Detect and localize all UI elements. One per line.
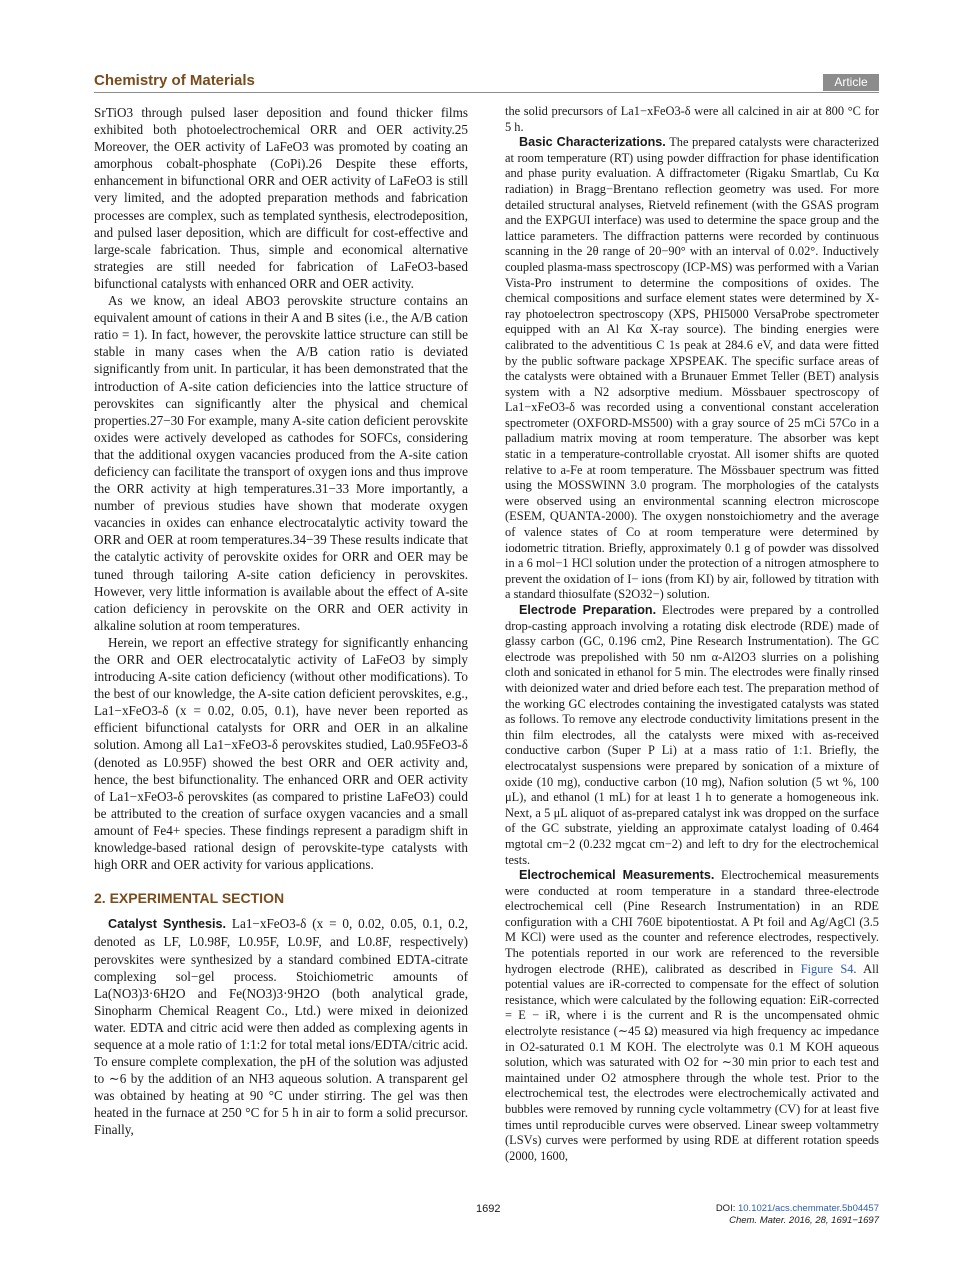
article-type-badge: Article (823, 74, 879, 91)
header-divider (94, 92, 879, 93)
subsection-heading: Catalyst Synthesis. (108, 917, 227, 932)
journal-citation: Chem. Mater. 2016, 28, 1691−1697 (729, 1215, 879, 1226)
paragraph-body: Electrodes were prepared by a controlled drop-casting approach involving a rotating disk electrode (RDE) made of glassy carbon (GC, 0.196 cm2, Pine Research Instrumentation). The GC electrode was prepolished with 50 nm α-Al2O3 slurries on a polishing cloth and sonicated in ethanol for 5 min. The electrodes were finally rinsed with deionized water and dried before each test. The preparation method of the working GC electrodes containing the investigated catalysts was stated as follows. To remove any electrode conductivity limitations present in the thin film electrodes, all the catalysts were mixed with as-received conductive carbon (Super P Li) at a mass ratio of 1:1. Briefly, the electrocatalyst suspensions were prepared by sonication of a mixture of oxide (10 mg), conductive carbon (10 mg), Nafion solution (5 wt %, 100 μL), and ethanol (1 mL) for at least 1 h to generate a homogeneous ink. Next, a 5 μL aliquot of as-prepared catalyst ink was dropped on the surface of the GC substrate, yielding an approximate catalyst loading of 0.464 mgtotal cm−2 (0.232 mgcat cm−2) and left to dry for the electrochemical tests. (505, 603, 879, 867)
paragraph: As we know, an ideal ABO3 perovskite structure contains an equivalent amount of cations in their A and B sites (i.e., the A/B cation ratio = 1). In fact, however, the perovskite lattice structure can still be stable in many cases when the A/B cation ratio is deviated significantly from unit. In particular, it has been demonstrated that the introduction of A-site cation deficiencies into the lattice structure of perovskites can significantly alter the physical and chemical properties.27−30 For example, many A-site cation deficient perovskite oxides were actively developed as cathodes for SOFCs, considering that the additional oxygen vacancies produced from the A-site cation deficiency can facilitate the transport of oxygen ions and thus improve the ORR activity at high temperatures.31−33 More importantly, a number of previous studies have shown that moderate oxygen vacancies in oxides can enhance electrocatalytic activity toward the ORR and OER at room temperatures.34−39 These results indicate that the catalytic activity of perovskite oxides for ORR and OER may be tuned through tailoring A-site cation deficiency in perovskites. However, very little information is available about the effect of A-site cation deficiency in perovskite on the ORR and OER activity in alkaline solution at room temperatures. (94, 293, 468, 633)
journal-title: Chemistry of Materials (94, 72, 255, 89)
right-column (505, 104, 879, 1164)
paragraph (94, 915, 468, 1138)
section-heading: 2. EXPERIMENTAL SECTION (94, 890, 285, 907)
subsection-heading: Basic Characterizations. (519, 135, 666, 150)
doi-link[interactable]: 10.1021/acs.chemmater.5b04457 (737, 1203, 879, 1214)
paragraph-body: Electrochemical measurements were conducted at room temperature in a standard three-electrode electrochemical cell (Pine Research Instrumentation) in an RDE configuration with a CHI 760E bipotentiostat. A Pt foil and Ag/AgCl (3.5 M KCl) were used as the counter and reference electrodes, respectively. The potentials reported in our work are referenced to the reversible hydrogen electrode (RHE), calibrated as described in (505, 868, 879, 976)
paragraph: the solid precursors of La1−xFeO3-δ were all calcined in air at 800 °C for 5 h. (505, 104, 879, 134)
left-column (94, 104, 468, 1139)
footer-citation (716, 1203, 879, 1227)
paragraph-body: The prepared catalysts were characterized at room temperature (RT) using powder diffraction for phase identification and phase purity evaluation. A diffractometer (Rigaku Smartlab, Cu Kα radiation) in Bragg−Brentano reflection geometry was used. For more detailed structural analyses, Rietveld refinement (with the GSAS program and the EXPGUI interface) was used to determine the space group and the lattice parameters. The diffraction patterns were recorded by continuous scanning in the 2θ range of 20−90° with an interval of 0.02°. Inductively coupled plasma-mass spectroscopy (ICP-MS) was performed with a Varian Vista-Pro instrument to determine the compositions of oxides. The chemical compositions and surface element states were determined by X-ray photoelectron spectroscopy (XPS, PHI5000 VersaProbe spectrometer equipped with an Al Kα X-ray source). The binding energies were calibrated to the adventitious C 1s peak at 284.6 eV, and data were fitted by the public software package XPSPEAK. The specific surface areas of the catalysts were obtained with a Brunauer Emmet Teller (BET) analysis system with a N2 adsorptive medium. Mössbauer spectroscopy of La1−xFeO3-δ was recorded using a conventional constant acceleration spectrometer (OXFORD-MS500) with a gray source of 25 mCi 57Co in a palladium matrix moving at room temperature. The absorber was kept static in a temperature-controllable cryostat. All isomer shifts are quoted relative to a-Fe at room temperature. The Mössbauer spectrum was fitted using the MOSSWINN 3.0 program. The morphologies of the catalysts were observed using an environmental scanning electron microscope (ESEM, QUANTA-2000). The oxygen nonstoichiometry and the average of valence states of Co at room temperature were determined by iodometric titration. Briefly, approximately 0.1 g of powder was dissolved in a 6 mol−1 HCl solution under the protection of a nitrogen atmosphere to prevent the oxidation of I− ions (from KI) by air, followed by titration with a standard thiosulfate (S2O32−) solution. (505, 135, 879, 602)
subsection-heading: Electrode Preparation. (519, 603, 657, 617)
paragraph-body: . All potential values are iR-corrected to compensate for the effect of solution resistance, which were calculated by the following equation: EiR-corrected = E − iR, where i is the current and R is the uncompensated ohmic electrolyte resistance (∼45 Ω) measured via high frequency ac impedance in O2-saturated 0.1 M KOH. The electrolyte was 0.1 M KOH aqueous solution, which was saturated with O2 for ∼30 min prior to each test and maintained under O2 atmosphere through the whole test. Prior to the electrochemical test, the electrodes were electrochemically activated and bubbles were removed by running cycle voltammetry (CV) for at least five times until reproducible curves were observed. Linear sweep voltammetry (LSVs) curves were performed by using RDE at different rotation speeds (2000, 1600, (505, 961, 879, 1163)
page-number: 1692 (476, 1203, 501, 1215)
paragraph (505, 868, 879, 1164)
paragraph: Herein, we report an effective strategy for significantly enhancing the ORR and OER electrocatalytic activity of LaFeO3 by simply introducing A-site cation deficiency (without other modifications). To the best of our knowledge, the A-site cation deficient perovskites, e.g., La1−xFeO3-δ (x = 0.02, 0.05, 0.1), have never been reported as efficient bifunctional catalysts for ORR and OER in an alkaline solution. Among all La1−xFeO3-δ perovskites studied, La0.95FeO3-δ (denoted as L0.95F) showed the best ORR and OER activity and, hence, the best bifunctionality. The enhanced ORR and OER activity of La1−xFeO3-δ perovskites (as compared to pristine LaFeO3) could be attributed to the creation of surface oxygen vacancies and a small amount of Fe4+ species. These findings represent a paradigm shift in knowledge-based rational design of perovskite-type catalysts with high ORR and OER activity for various applications. (94, 634, 468, 873)
figure-link[interactable]: Figure S4 (800, 961, 854, 976)
paragraph-body: La1−xFeO3-δ (x = 0, 0.02, 0.05, 0.1, 0.2, denoted as LF, L0.98F, L0.95F, L0.9F, and L0.8F, respectively) perovskites were synthesized by a standard combined EDTA-citrate complexing sol−gel process. Stoichiometric amounts of La(NO3)3·6H2O and Fe(NO3)3·9H2O (both analytical grade, Sinopharm Chemical Reagent Co., Ltd.) were mixed in deionized water. EDTA and citric acid were then added as complexing agents in sequence at a mole ratio of 1:1:2 for total metal ions/EDTA/citric acid. To ensure complete complexation, the pH of the solution was adjusted to ∼6 by the addition of an NH3 aqueous solution. A transparent gel was obtained by heating at 90 °C under stirring. The gel was then heated in the furnace at 250 °C for 5 h in air to form a solid precursor. Finally, (94, 916, 468, 1138)
paragraph (505, 603, 879, 868)
subsection-heading: Electrochemical Measurements. (519, 868, 715, 883)
doi-label: DOI: (715, 1203, 738, 1214)
paragraph (505, 135, 879, 603)
paragraph: SrTiO3 through pulsed laser deposition and found thicker films exhibited both photoelectrochemical ORR and OER activity.25 Moreover, the OER activity of LaFeO3 was promoted by coating an amorphous cobalt-phosphate (CoPi).26 Despite these efforts, enhancement in bifunctional ORR and OER activity of LaFeO3 is still very limited, and the adopted preparation methods and fabrication processes are complex, such as templated synthesis, electrodeposition, and pulsed laser deposition, which are difficult for cost-effective and large-scale fabrication. Thus, simple and economical alternative strategies are still needed for fabrication of LaFeO3-based bifunctional catalysts with enhanced ORR and OER activity. (94, 105, 468, 291)
